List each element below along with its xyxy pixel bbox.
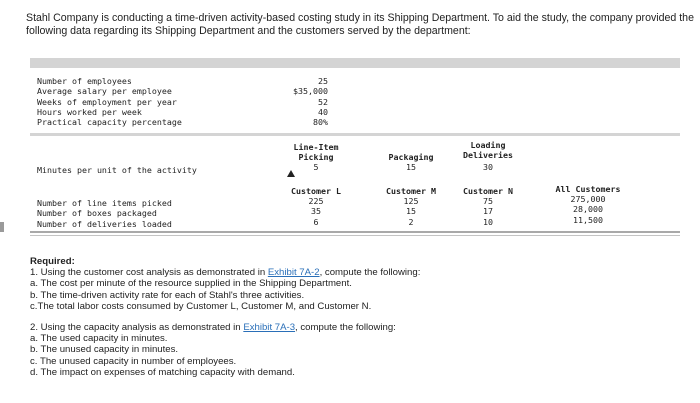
q2-item-d: d. The impact on expenses of matching capacity with demand. xyxy=(30,366,295,378)
header-line-item-picking: Line-Item Picking xyxy=(293,142,339,163)
customer-n-deliveries: 10 xyxy=(483,216,493,227)
intro-paragraph: Stahl Company is conducting a time-driven activity-based costing study in its Shipping Department. To aid the study, the company provided the following data regarding its Shipping Department and the customers served by the department: xyxy=(26,12,694,37)
customer-m-deliveries: 2 xyxy=(408,216,414,227)
customer-row-labels xyxy=(37,198,172,229)
customer-n-values xyxy=(452,196,524,227)
header-loading-deliveries: Loading Deliveries xyxy=(463,140,513,161)
header-all-customers: All Customers xyxy=(555,184,621,194)
minutes-row-label: Minutes per unit of the activity xyxy=(37,165,197,175)
value-weeks: 52 xyxy=(318,96,328,107)
table-bottom-rule xyxy=(30,231,680,233)
label-hours: Hours worked per week xyxy=(37,106,142,117)
q1-item-c: c.The total labor costs consumed by Customer L, Customer M, and Customer N. xyxy=(30,300,372,312)
customer-l-boxes: 35 xyxy=(311,206,321,217)
customer-m-line-items: 125 xyxy=(403,196,419,206)
customer-m-boxes: 15 xyxy=(406,206,416,217)
customer-l-deliveries: 6 xyxy=(313,216,319,227)
label-boxes: Number of boxes packaged xyxy=(37,208,157,219)
label-weeks: Weeks of employment per year xyxy=(37,96,177,107)
table-bottom-rule-2 xyxy=(30,235,680,236)
question-1: 1. Using the customer cost analysis as demonstrated in Exhibit 7A-2, compute the following: xyxy=(30,267,421,279)
customer-n-boxes: 17 xyxy=(483,206,493,217)
minutes-packaging: 15 xyxy=(406,162,416,172)
page-edge-marker xyxy=(0,222,4,232)
table-top-bar xyxy=(30,58,680,68)
all-deliveries: 11,500 xyxy=(573,214,603,225)
question-2: 2. Using the capacity analysis as demonstrated in Exhibit 7A-3, compute the following: xyxy=(30,322,396,334)
exhibit-7a-3-link[interactable]: Exhibit 7A-3 xyxy=(243,322,296,334)
customer-l-values xyxy=(280,196,352,227)
customer-n-line-items: 75 xyxy=(483,196,493,206)
required-section xyxy=(30,256,420,378)
header-customer-m: Customer M xyxy=(386,186,436,196)
all-boxes: 28,000 xyxy=(573,204,603,215)
exhibit-7a-2-link[interactable]: Exhibit 7A-2 xyxy=(267,267,320,279)
value-hours: 40 xyxy=(318,106,328,117)
header-packaging: Packaging xyxy=(388,152,434,162)
table-separator-bar xyxy=(30,133,680,136)
label-employees: Number of employees xyxy=(37,76,132,86)
label-deliveries: Number of deliveries loaded xyxy=(37,218,172,229)
customer-l-line-items: 225 xyxy=(308,196,324,206)
general-labels xyxy=(37,76,182,127)
value-employees: 25 xyxy=(318,76,328,86)
q2-item-b: b. The unused capacity in minutes. xyxy=(30,344,179,356)
header-customer-l: Customer L xyxy=(291,186,341,196)
customer-m-values xyxy=(375,196,447,227)
label-line-items: Number of line items picked xyxy=(37,198,172,208)
q2-item-a: a. The used capacity in minutes. xyxy=(30,333,168,345)
q2-item-c: c. The unused capacity in number of employees. xyxy=(30,355,237,367)
q1-item-b: b. The time-driven activity rate for each of Stahl's three activities. xyxy=(30,289,305,301)
value-capacity: 80% xyxy=(313,117,328,128)
label-salary: Average salary per employee xyxy=(37,86,172,97)
required-title: Required: xyxy=(30,256,75,267)
general-values xyxy=(270,76,328,127)
all-line-items: 275,000 xyxy=(570,194,606,204)
all-customers-values xyxy=(542,194,634,225)
minutes-loading: 30 xyxy=(483,162,493,172)
header-customer-n: Customer N xyxy=(463,186,513,196)
cursor-arrow-icon xyxy=(287,170,295,177)
value-salary: $35,000 xyxy=(293,86,328,97)
q1-item-a: a. The cost per minute of the resource supplied in the Shipping Department. xyxy=(30,278,352,290)
minutes-picking: 5 xyxy=(313,162,319,172)
label-capacity: Practical capacity percentage xyxy=(37,117,182,128)
